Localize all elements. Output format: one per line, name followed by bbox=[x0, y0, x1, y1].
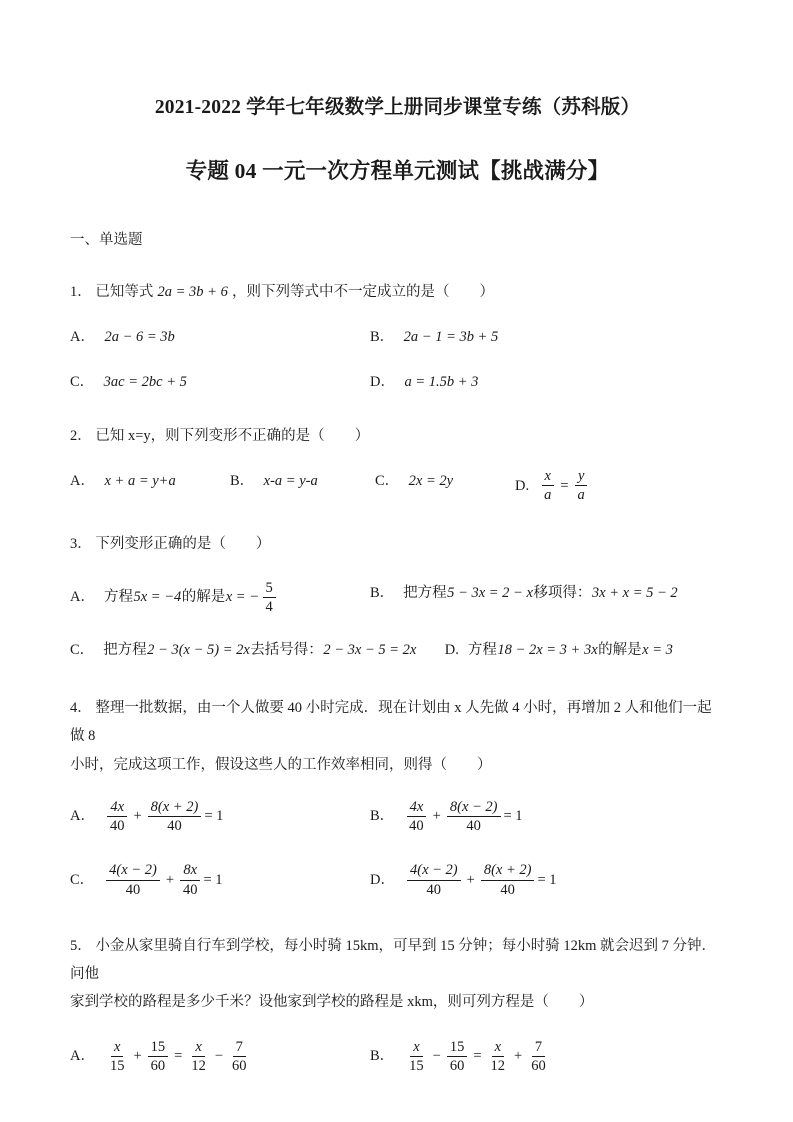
operator-sign-2: − bbox=[214, 1048, 224, 1065]
option-text: 3ac = 2bc + 5 bbox=[103, 374, 187, 391]
fraction-first bbox=[407, 862, 461, 897]
question-3-stem-end: ） bbox=[255, 535, 271, 552]
fraction-y-over-a bbox=[575, 468, 588, 503]
operator-sign-2: + bbox=[514, 1048, 523, 1065]
fraction-numerator: 4x bbox=[407, 799, 427, 817]
fraction-numerator: 4(x − 2) bbox=[106, 862, 160, 880]
fraction-numerator: 8(x + 2) bbox=[481, 862, 535, 880]
fraction-first bbox=[107, 799, 128, 834]
question-5-options-row-1 bbox=[70, 1017, 725, 1074]
option-middle: 的解是 bbox=[598, 642, 642, 659]
option-equation-2: 3x + x = 5 − 2 bbox=[591, 584, 678, 601]
option-text bbox=[103, 862, 222, 897]
option-equation-2: x = − bbox=[225, 589, 260, 606]
fraction-2 bbox=[148, 1039, 169, 1074]
fraction-numerator: x bbox=[111, 1039, 123, 1057]
fraction-denominator: 40 bbox=[409, 818, 424, 835]
document-content bbox=[70, 95, 725, 1074]
question-1-stem-prefix: 已知等式 bbox=[95, 284, 154, 301]
fraction-numerator: x bbox=[192, 1039, 204, 1057]
fraction-denominator: 60 bbox=[449, 1057, 465, 1074]
option-text bbox=[468, 637, 673, 664]
question-4-stem bbox=[70, 664, 725, 779]
question-5-stem-text-line2: 家到学校的路程是多少千米？设他家到学校的路程是 xkm，则可列方程是（ bbox=[70, 994, 549, 1011]
option-equation-1: 18 − 2x = 3 + 3x bbox=[497, 642, 598, 659]
question-2-number: 2． bbox=[70, 427, 92, 444]
option-text bbox=[104, 799, 223, 834]
question-4-option-c[interactable] bbox=[70, 862, 370, 897]
option-text: 2a − 1 = 3b + 5 bbox=[403, 329, 499, 346]
question-2-stem-end: ） bbox=[354, 427, 370, 444]
fraction-denominator: 40 bbox=[167, 818, 182, 835]
option-label: B． bbox=[370, 329, 395, 346]
question-3-option-d[interactable] bbox=[417, 637, 674, 664]
fraction-second bbox=[180, 862, 201, 897]
fraction-denominator: 40 bbox=[500, 881, 515, 898]
question-4-stem-text-line1: 整理一批数据，由一个人做要 40 小时完成．现在计划由 x 人先做 4 小时，再增加 2 人和他们一起做 8 bbox=[70, 700, 712, 745]
option-label: D． bbox=[370, 871, 395, 888]
option-label: A． bbox=[70, 473, 95, 490]
equals-sign: = bbox=[473, 1048, 482, 1065]
option-text bbox=[404, 862, 557, 897]
question-5-stem-line1 bbox=[70, 932, 725, 989]
question-3-number: 3． bbox=[70, 535, 92, 552]
question-2-option-c[interactable] bbox=[375, 468, 515, 495]
fraction-denominator: 40 bbox=[183, 881, 198, 898]
option-label: B． bbox=[370, 1048, 395, 1065]
question-2-stem-text: 已知 x=y，则下列变形不正确的是（ bbox=[95, 427, 325, 444]
fraction-denominator: 40 bbox=[125, 881, 141, 898]
fraction-1 bbox=[406, 1039, 427, 1074]
question-5-stem-line2 bbox=[70, 988, 725, 1016]
option-prefix: 方程 bbox=[467, 642, 497, 659]
fraction-2 bbox=[447, 1039, 468, 1074]
option-text: 2a − 6 = 3b bbox=[104, 329, 175, 346]
option-text: a = 1.5b + 3 bbox=[404, 374, 479, 391]
fraction-numerator: 8x bbox=[180, 862, 200, 880]
option-equation-2: 2 − 3x − 5 = 2x bbox=[323, 642, 417, 659]
option-label: A． bbox=[70, 329, 95, 346]
operator-sign-1: − bbox=[432, 1048, 441, 1065]
question-5-stem-text-line1: 小金从家里骑自行车到学校，每小时骑 15km，可早到 15 分钟；每小时骑 12km 就会迟到 7 分钟．问他 bbox=[70, 937, 717, 983]
fraction-first bbox=[106, 862, 160, 897]
question-1 bbox=[70, 252, 725, 396]
question-2-option-a[interactable] bbox=[70, 468, 230, 495]
fraction-second bbox=[148, 799, 202, 834]
fraction-denominator: 15 bbox=[409, 1057, 424, 1074]
fraction-3 bbox=[188, 1039, 209, 1074]
option-label: A． bbox=[70, 808, 95, 825]
option-label: B． bbox=[230, 473, 255, 490]
question-4-stem-text-line2: 小时，完成这项工作，假设这些人的工作效率相同，则得（ bbox=[70, 756, 447, 773]
operator-sign: + bbox=[133, 808, 142, 825]
fraction-numerator: y bbox=[575, 468, 587, 486]
fraction-4 bbox=[528, 1039, 549, 1074]
operator-sign: + bbox=[432, 808, 441, 825]
option-label: C． bbox=[70, 374, 95, 391]
question-1-options-row-1 bbox=[70, 306, 725, 351]
question-4-stem-line2 bbox=[70, 751, 725, 779]
option-equation-1: 5x = −4 bbox=[133, 589, 182, 606]
fraction-numerator: 5 bbox=[263, 580, 276, 598]
question-1-option-b[interactable] bbox=[370, 324, 499, 351]
fraction-denominator: 40 bbox=[109, 818, 125, 835]
fraction-numerator: x bbox=[492, 1039, 504, 1057]
option-equation-1: 5 − 3x = 2 − x bbox=[447, 584, 533, 601]
question-4-number: 4． bbox=[70, 700, 92, 717]
question-2-option-b[interactable] bbox=[230, 468, 375, 495]
option-label: D． bbox=[370, 374, 395, 391]
fraction-numerator: x bbox=[410, 1039, 422, 1057]
fraction-second bbox=[447, 799, 501, 834]
option-prefix: 方程 bbox=[103, 589, 133, 606]
option-label: D. bbox=[444, 642, 459, 659]
option-equation-1: 2 − 3(x − 5) = 2x bbox=[147, 642, 250, 659]
option-equation-2: x = 3 bbox=[642, 642, 673, 659]
fraction-numerator: x bbox=[542, 468, 554, 486]
option-middle: 去括号得： bbox=[250, 642, 323, 659]
fraction-denominator: 4 bbox=[265, 599, 273, 616]
question-3-stem-text: 下列变形正确的是（ bbox=[95, 535, 226, 552]
question-4-stem-end: ） bbox=[477, 756, 492, 773]
option-tail: = 1 bbox=[537, 871, 557, 888]
question-4-options-row-2 bbox=[70, 834, 725, 897]
option-label: A． bbox=[70, 589, 95, 606]
question-5 bbox=[70, 898, 725, 1074]
option-label: C． bbox=[375, 473, 400, 490]
question-1-option-c[interactable] bbox=[70, 369, 370, 396]
fraction-numerator: 8(x + 2) bbox=[148, 799, 202, 817]
question-3-options-row-1 bbox=[70, 558, 725, 615]
question-1-stem-suffix: ，则下列等式中不一定成立的是（ bbox=[231, 284, 450, 301]
fraction-numerator: 8(x − 2) bbox=[447, 799, 501, 817]
option-middle: 移项得： bbox=[533, 584, 592, 601]
fraction-denominator: 12 bbox=[490, 1057, 506, 1074]
document-title-line1: 2021-2022 学年七年级数学上册同步课堂专练（苏科版） bbox=[154, 97, 641, 118]
fraction-numerator: 4x bbox=[107, 799, 127, 817]
option-text bbox=[403, 1039, 552, 1074]
question-4-options-row-1 bbox=[70, 779, 725, 834]
option-label: C． bbox=[70, 642, 95, 659]
question-1-options-row-2 bbox=[70, 351, 725, 396]
fraction-numerator: 7 bbox=[532, 1039, 545, 1057]
question-1-stem-end: ） bbox=[479, 284, 494, 301]
fraction-denominator: 40 bbox=[466, 818, 481, 835]
option-label: D. bbox=[515, 477, 530, 494]
option-prefix: 把方程 bbox=[103, 642, 147, 659]
question-3-option-c[interactable] bbox=[70, 637, 417, 664]
operator-sign: + bbox=[466, 871, 475, 888]
option-label: A． bbox=[70, 1048, 95, 1065]
fraction-denominator: 60 bbox=[232, 1057, 247, 1074]
operator-sign: + bbox=[165, 871, 174, 888]
question-2-option-d[interactable] bbox=[515, 468, 591, 503]
question-4-option-b[interactable] bbox=[370, 799, 523, 834]
option-label: B． bbox=[370, 584, 395, 601]
question-3-option-b[interactable] bbox=[370, 580, 678, 607]
option-text bbox=[104, 580, 279, 615]
question-1-option-d[interactable] bbox=[370, 369, 479, 396]
option-text: $\frac{x}{a}$ = $\frac{y}{a}$ bbox=[538, 468, 591, 503]
question-5-option-a[interactable] bbox=[70, 1039, 370, 1074]
option-label: C． bbox=[70, 871, 95, 888]
option-text bbox=[403, 799, 522, 834]
question-5-option-b[interactable] bbox=[370, 1039, 552, 1074]
question-2-options-row bbox=[70, 450, 725, 503]
question-3-option-a[interactable] bbox=[70, 580, 370, 615]
question-5-stem bbox=[70, 898, 725, 1017]
question-4 bbox=[70, 664, 725, 898]
fraction-x-over-a bbox=[541, 468, 554, 503]
operator-sign-1: + bbox=[133, 1048, 142, 1065]
fraction-numerator: 7 bbox=[233, 1039, 246, 1057]
option-tail: = 1 bbox=[503, 808, 523, 825]
question-3 bbox=[70, 504, 725, 665]
fraction-1 bbox=[107, 1039, 128, 1074]
fraction-first bbox=[406, 799, 427, 834]
option-text bbox=[104, 1039, 253, 1074]
fraction-numerator: 4(x − 2) bbox=[407, 862, 461, 880]
question-3-stem bbox=[70, 504, 725, 558]
question-1-option-a[interactable] bbox=[70, 324, 370, 351]
question-1-number: 1． bbox=[70, 284, 92, 301]
fraction-denominator: 15 bbox=[109, 1057, 125, 1074]
fraction-numerator: 15 bbox=[447, 1039, 468, 1057]
question-4-option-d[interactable] bbox=[370, 862, 557, 897]
option-label: B． bbox=[370, 808, 395, 825]
fraction-denominator: 60 bbox=[150, 1057, 166, 1074]
equals-sign: = bbox=[174, 1048, 183, 1065]
option-tail: = 1 bbox=[204, 808, 224, 825]
option-prefix: 把方程 bbox=[403, 584, 447, 601]
fraction-4 bbox=[229, 1039, 250, 1074]
question-1-stem-math: 2a = 3b + 6 bbox=[157, 284, 228, 301]
fraction-denominator: 12 bbox=[191, 1057, 206, 1074]
question-1-stem bbox=[70, 252, 725, 306]
section-heading: 一、单选题 bbox=[70, 232, 143, 249]
fraction-denominator: a bbox=[577, 487, 585, 504]
option-text: x + a = y+a bbox=[104, 473, 176, 490]
fraction-second bbox=[481, 862, 535, 897]
question-5-stem-end: ） bbox=[578, 994, 594, 1011]
fraction-3 bbox=[488, 1039, 509, 1074]
option-text bbox=[403, 580, 678, 607]
question-2-stem bbox=[70, 396, 725, 450]
fraction-denominator: 40 bbox=[426, 881, 442, 898]
option-text: 2x = 2y bbox=[408, 473, 454, 490]
fraction-numerator: 15 bbox=[148, 1039, 169, 1057]
question-4-stem-line1 bbox=[70, 694, 725, 751]
option-text: x-a = y-a bbox=[263, 473, 318, 490]
fraction-denominator: 60 bbox=[531, 1057, 546, 1074]
option-middle: 的解是 bbox=[181, 589, 226, 606]
document-title-line2: 专题 04 一元一次方程单元测试【挑战满分】 bbox=[185, 159, 610, 184]
question-5-number: 5． bbox=[70, 937, 92, 954]
question-3-options-row-2 bbox=[70, 615, 725, 664]
question-4-option-a[interactable] bbox=[70, 799, 370, 834]
option-text bbox=[103, 637, 417, 664]
question-2 bbox=[70, 396, 725, 504]
fraction-five-fourths bbox=[263, 580, 276, 615]
option-tail: = 1 bbox=[203, 871, 223, 888]
fraction-denominator: a bbox=[544, 487, 552, 504]
